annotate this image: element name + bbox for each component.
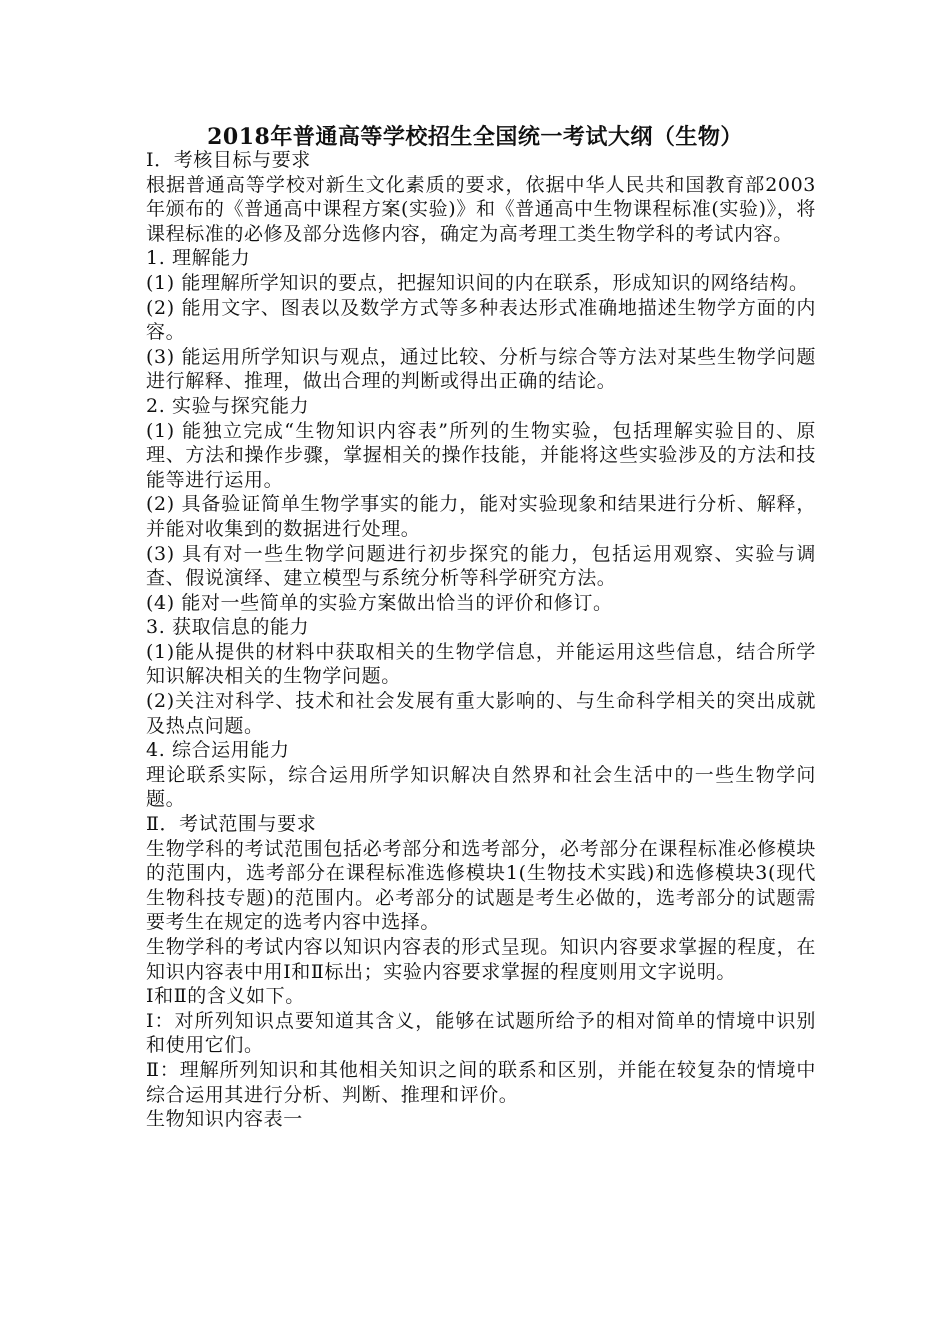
paragraph: Ⅰ：对所列知识点要知道其含义，能够在试题所给予的相对简单的情境中识别和使用它们。 <box>146 1009 816 1057</box>
list-item: (1)能从提供的材料中获取相关的生物学信息，并能运用这些信息，结合所学知识解决相关的生物学问题。 <box>146 640 816 688</box>
paragraph: Ⅰ和Ⅱ的含义如下。 <box>146 985 305 1008</box>
list-item: (3) 能运用所学知识与观点，通过比较、分析与综合等方法对某些生物学问题进行解释、推理，做出合理的判断或得出正确的结论。 <box>146 345 816 393</box>
document-body <box>146 148 816 1132</box>
paragraph: 生物学科的考试内容以知识内容表的形式呈现。知识内容要求掌握的程度，在知识内容表中用Ⅰ和Ⅱ标出；实验内容要求掌握的程度则用文字说明。 <box>146 936 816 983</box>
table-caption: 生物知识内容表一 <box>146 1108 303 1131</box>
list-item: (2) 能用文字、图表以及数学方式等多种表达形式准确地描述生物学方面的内容。 <box>146 296 816 344</box>
paragraph: 理论联系实际，综合运用所学知识解决自然界和社会生活中的一些生物学问题。 <box>146 763 816 811</box>
paragraph: 生物学科的考试范围包括必考部分和选考部分，必考部分在课程标准必修模块的范围内，选考部分在课程标准选修模块1(生物技术实践)和选修模块3(现代生物科技专题)的范围内。必考部分的试题是考生必做的，选考部分的试题需要考生在规定的选考内容中选择。 <box>146 837 816 934</box>
section-heading-1: Ⅰ．考核目标与要求 <box>146 149 311 171</box>
paragraph: 根据普通高等学校对新生文化素质的要求，依据中华人民共和国教育部2003年颁布的《普通高中课程方案(实验)》和《普通高中生物课程标准(实验)》，将课程标准的必修及部分选修内容，确定为高考理工类生物学科的考试内容。 <box>146 173 816 245</box>
subsection-heading: 3. 获取信息的能力 <box>146 616 310 639</box>
subsection-heading: 1. 理解能力 <box>146 247 251 270</box>
list-item: (3) 具有对一些生物学问题进行初步探究的能力，包括运用观察、实验与调查、假说演绎、建立模型与系统分析等科学研究方法。 <box>146 542 816 590</box>
subsection-heading: 2. 实验与探究能力 <box>146 394 310 417</box>
list-item: (2)关注对科学、技术和社会发展有重大影响的、与生命科学相关的突出成就及热点问题。 <box>146 690 816 737</box>
list-item: (2) 具备验证简单生物学事实的能力，能对实验现象和结果进行分析、解释，并能对收集到的数据进行处理。 <box>146 493 816 540</box>
list-item: (1) 能理解所学知识的要点，把握知识间的内在联系，形成知识的网络结构。 <box>146 271 809 294</box>
list-item: (1) 能独立完成“生物知识内容表”所列的生物实验，包括理解实验目的、原理、方法和操作步骤，掌握相关的操作技能，并能将这些实验涉及的方法和技能等进行运用。 <box>146 419 816 491</box>
paragraph: Ⅱ：理解所列知识和其他相关知识之间的联系和区别，并能在较复杂的情境中综合运用其进行分析、判断、推理和评价。 <box>146 1058 816 1106</box>
document-title: 2018年普通高等学校招生全国统一考试大纲（生物） <box>207 124 743 150</box>
list-item: (4) 能对一些简单的实验方案做出恰当的评价和修订。 <box>146 591 613 614</box>
section-heading-2: Ⅱ．考试范围与要求 <box>146 813 317 836</box>
subsection-heading: 4. 综合运用能力 <box>146 739 290 762</box>
